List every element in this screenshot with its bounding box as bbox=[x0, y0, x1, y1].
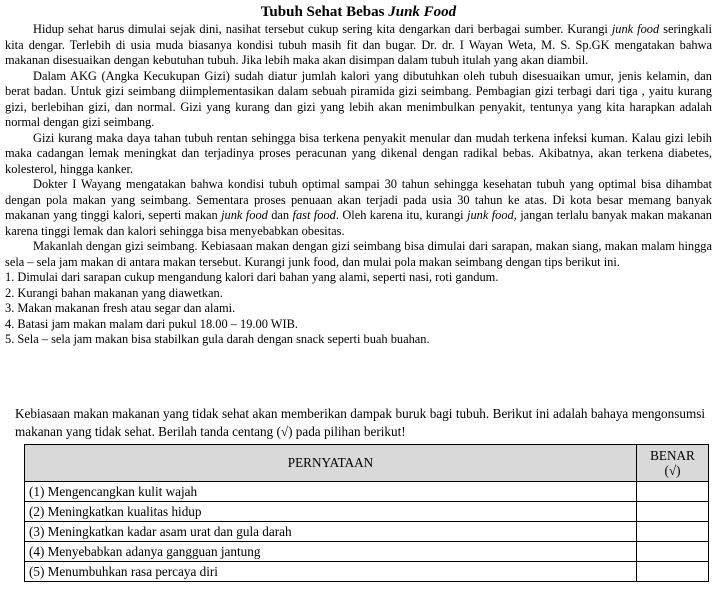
title-prefix: Tubuh Sehat Bebas bbox=[260, 4, 389, 20]
tip-item: 4. Batasi jam makan malam dari pukul 18.00 – 19.00 WIB. bbox=[5, 316, 298, 331]
benar-check-cell[interactable] bbox=[637, 522, 709, 542]
statement-cell: (5) Menumbuhkan rasa percaya diri bbox=[25, 562, 637, 582]
benar-header-label: BENAR bbox=[650, 448, 695, 463]
table-row bbox=[25, 562, 709, 582]
text-segment: Makanlah dengan gizi seimbang. Kebiasaan makan dengan gizi seimbang bisa dimulai dari sarapan, makan siang, makan malam hingga sela – sela jam makan di antara makan tersebut. Kurangi junk food, dan mulai pola makan seimbang dengan tips berikut ini. bbox=[5, 239, 712, 269]
tips-list bbox=[5, 270, 712, 348]
statement-header: PERNYATAAN bbox=[25, 445, 637, 482]
paragraph bbox=[5, 22, 712, 69]
statement-cell: (2) Meningkatkan kualitas hidup bbox=[25, 502, 637, 522]
benar-check-cell[interactable] bbox=[637, 542, 709, 562]
paragraph bbox=[5, 131, 712, 178]
statement-cell: (4) Menyebabkan adanya gangguan jantung bbox=[25, 542, 637, 562]
statement-rows bbox=[25, 482, 709, 582]
text-segment: . Oleh karena itu, kurangi bbox=[335, 208, 467, 222]
statement-cell: (3) Meningkatkan kadar asam urat dan gula darah bbox=[25, 522, 637, 542]
table-row bbox=[25, 542, 709, 562]
title-italic: Junk Food bbox=[388, 4, 457, 20]
table-row bbox=[25, 482, 709, 502]
table-header-row bbox=[25, 445, 709, 482]
table-row bbox=[25, 502, 709, 522]
statement-table bbox=[24, 444, 709, 582]
benar-check-cell[interactable] bbox=[637, 502, 709, 522]
italic-term: junk food bbox=[611, 22, 660, 36]
text-segment: Dalam AKG (Angka Kecukupan Gizi) sudah diatur jumlah kalori yang dibutuhkan oleh tubuh disesuaikan umur, jenis kelamin, dan berat badan. Untuk gizi seimbang diimplementasikan dalam sebuah piramida gizi seimbang. Pembagian gizi terbagi dari tiga , yaitu kurang gizi, berlebihan gizi, dan normal. Gizi yang kurang dan gizi yang lebih akan menimbulkan penyakit, tentunya yang kita harapkan adalah normal dengan gizi seimbang. bbox=[5, 68, 712, 129]
benar-check-cell[interactable] bbox=[637, 562, 709, 582]
italic-term: fast food bbox=[292, 208, 336, 222]
text-segment: dan bbox=[267, 208, 293, 222]
italic-term: junk food bbox=[221, 208, 268, 222]
text-segment: Dokter I Wayang mengatakan bahwa kondisi tubuh optimal sampai 30 tahun sehingga kesehatan tubuh yang optimal bisa dihambat dengan pola makan yang seimbang. Sementara proses penuaan akan terjadi pada usia 30 tahun ke atas. Di kota besar memang banyak makanan yang tinggi kalori, seperti makan bbox=[5, 177, 712, 222]
tip-item: 5. Sela – sela jam makan bisa stabilkan gula darah dengan snack seperti buah buahan. bbox=[5, 332, 430, 346]
paragraph bbox=[5, 69, 712, 131]
text-segment: Hidup sehat harus dimulai sejak dini, nasihat tersebut cukup sering kita dengarkan dari berbagai sumber. Kurangi bbox=[33, 22, 612, 36]
article-title bbox=[5, 3, 712, 22]
benar-header-check: (√) bbox=[664, 463, 681, 478]
text-segment: Gizi kurang maka daya tahan tubuh rentan sehingga bisa terkena penyakit menular dan mudah terkena infeksi kuman. Kalau gizi lebih maka cadangan lemak meningkat dan terjadinya proses peracunan yang dikenal dengan radikal bebas. Akibatnya, akan terkena diabetes, kolesterol, hingga kanker. bbox=[5, 130, 712, 176]
question-instruction: Kebiasaan makan makanan yang tidak sehat akan memberikan dampak buruk bagi tubuh. Berikut ini adalah bahaya mengonsumsi makanan yang tidak sehat. Berilah tanda centang (√) pada pilihan berikut! bbox=[15, 406, 705, 439]
italic-term: junk food, bbox=[467, 208, 517, 222]
paragraph bbox=[5, 239, 712, 270]
statement-cell: (1) Mengencangkan kulit wajah bbox=[25, 482, 637, 502]
tip-item: 3. Makan makanan fresh atau segar dan alami. bbox=[5, 301, 236, 315]
paragraph bbox=[5, 177, 712, 239]
text-segment: jangan terlalu banyak makan makanan karena tinggi lemak dan kalori sehingga bisa menyebabkan obesitas. bbox=[5, 208, 712, 238]
benar-check-cell[interactable] bbox=[637, 482, 709, 502]
tip-item: 2. Kurangi bahan makanan yang diawetkan. bbox=[5, 285, 223, 300]
table-row bbox=[25, 522, 709, 542]
tip-item: 1. Dimulai dari sarapan cukup mengandung kalori dari bahan yang alami, seperti nasi, roti gandum. bbox=[5, 270, 499, 284]
text-segment: seringkali kita dengar. Terlebih di usia muda biasanya kondisi tubuh masih fit dan bugar. Dr. dr. I Wayan Weta, M. S. Sp.GK mengatakan bahwa makanan disesuaikan dengan kebutuhan tubuh. Jika lebih maka akan disimpan dalam tubuh itulah yang akan diambil. bbox=[5, 22, 712, 67]
article bbox=[5, 3, 712, 348]
benar-header bbox=[637, 445, 709, 482]
article-body bbox=[5, 22, 712, 270]
